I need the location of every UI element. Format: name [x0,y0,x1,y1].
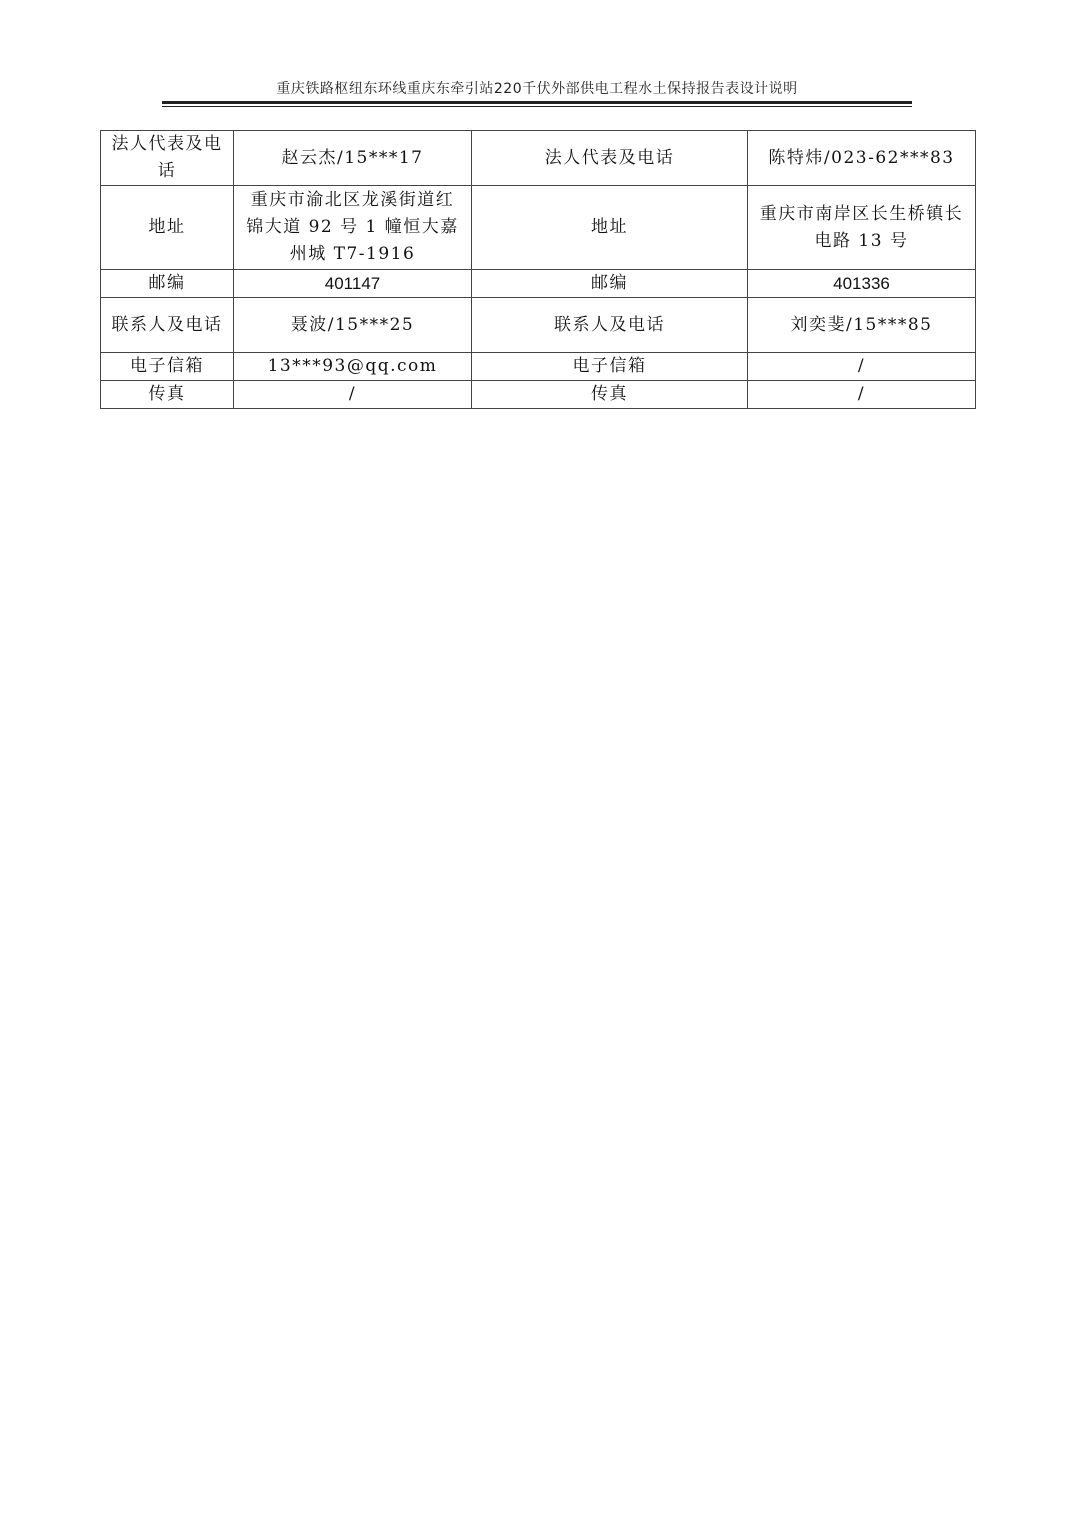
value-fax-left: / [234,381,472,409]
header-rule-thin [162,106,912,107]
label-postcode-left: 邮编 [101,270,234,298]
table-row-fax [101,381,976,409]
label-legal-rep-left: 法人代表及电话 [101,131,234,186]
value-fax-right: / [748,381,976,409]
label-legal-rep-right: 法人代表及电话 [472,131,748,186]
value-email-left: 13***93@qq.com [234,353,472,381]
label-contact-left: 联系人及电话 [101,298,234,353]
value-contact-right: 刘奕斐/15***85 [748,298,976,353]
label-address-left: 地址 [101,186,234,270]
table-row-address [101,186,976,270]
label-postcode-right: 邮编 [472,270,748,298]
value-contact-left: 聂波/15***25 [234,298,472,353]
value-postcode-left: 401147 [234,270,472,298]
label-contact-right: 联系人及电话 [472,298,748,353]
page-header-title: 重庆铁路枢纽东环线重庆东牵引站220千伏外部供电工程水土保持报告表设计说明 [276,81,798,97]
label-email-right: 电子信箱 [472,353,748,381]
value-postcode-right: 401336 [748,270,976,298]
value-legal-rep-left: 赵云杰/15***17 [234,131,472,186]
table-row-legal-rep [101,131,976,186]
value-email-right: / [748,353,976,381]
label-fax-left: 传真 [101,381,234,409]
label-address-right: 地址 [472,186,748,270]
header-rule-thick [162,101,912,104]
value-legal-rep-right: 陈特炜/023-62***83 [748,131,976,186]
contact-info-table [100,130,976,409]
table-row-postcode [101,270,976,298]
table-row-email [101,353,976,381]
value-address-right: 重庆市南岸区长生桥镇长电路 13 号 [748,186,976,270]
table-row-contact [101,298,976,353]
value-address-left: 重庆市渝北区龙溪街道红锦大道 92 号 1 幢恒大嘉州城 T7-1916 [234,186,472,270]
label-email-left: 电子信箱 [101,353,234,381]
label-fax-right: 传真 [472,381,748,409]
